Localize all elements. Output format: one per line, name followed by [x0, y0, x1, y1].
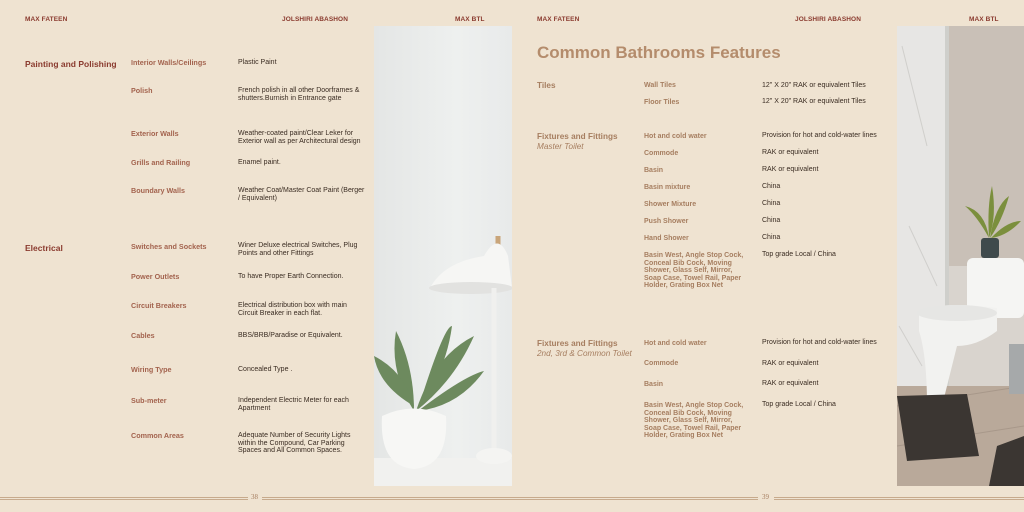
page-number: 39 [762, 493, 769, 501]
spec-label: Push Shower [644, 218, 689, 225]
spec-value: 12" X 20" RAK or equivalent Tiles [762, 98, 866, 105]
spec-label: Shower Mixture [644, 201, 697, 208]
spec-value: China [762, 217, 781, 224]
header-left: MAX FATEEN [25, 16, 68, 23]
right-page [512, 0, 1024, 512]
spec-value: BBS/BRB/Paradise or Equivalent. [238, 332, 343, 339]
header-center: JOLSHIRI ABASHON [282, 16, 349, 23]
spec-value: Enamel paint. [238, 159, 281, 166]
footer-rule [774, 499, 1024, 500]
spec-label: Basin [644, 381, 664, 388]
spec-label: Basin mixture [644, 184, 691, 191]
spec-value: RAK or equivalent [762, 380, 819, 387]
spec-value: Electrical distribution box with main Circuit Breaker in each flat. [238, 302, 347, 317]
spec-label: Basin West, Angle Stop Cock, Conceal Bib Cock, Moving Shower, Glass Self, Mirror, Soap Case, Towel Rail, Paper Holder, Grating Box Net [644, 252, 744, 290]
spec-value: China [762, 200, 781, 207]
footer-rule [0, 499, 248, 500]
spec-label: Switches and Sockets [131, 242, 207, 251]
spec-label: Commode [644, 360, 679, 367]
spec-label: Hot and cold water [644, 133, 707, 140]
page-number: 38 [251, 493, 258, 501]
spec-value: China [762, 183, 781, 190]
page-title: Common Bathrooms Features [537, 43, 781, 62]
spec-value: Independent Electric Meter for each Apartment [238, 397, 349, 412]
header-left: MAX FATEEN [537, 16, 580, 23]
bathroom-photo [897, 26, 1024, 486]
spec-label: Basin [644, 167, 664, 174]
spec-label: Grills and Railing [131, 158, 191, 167]
spec-label: Boundary Walls [131, 186, 186, 195]
spec-label: Hot and cold water [644, 340, 707, 347]
spec-value: French polish in all other Doorframes & shutters.Burnish in Entrance gate [238, 87, 360, 102]
spec-value: Concealed Type . [238, 366, 293, 373]
spec-value: Top grade Local / China [762, 401, 836, 408]
spec-label: Polish [131, 86, 153, 95]
spec-label: Common Areas [131, 431, 184, 440]
spec-label: Commode [644, 150, 679, 157]
spec-value: Plastic Paint [238, 59, 277, 66]
spec-value: Winer Deluxe electrical Switches, Plug Points and other Fittings [238, 242, 358, 257]
spec-label: Wiring Type [131, 365, 172, 374]
spec-label: Power Outlets [131, 272, 180, 281]
spec-label: Exterior Walls [131, 129, 179, 138]
section-title: Fixtures and Fittings [537, 132, 618, 141]
category-electrical: Electrical [25, 243, 63, 253]
spec-label: Wall Tiles [644, 82, 676, 89]
section-subtitle: 2nd, 3rd & Common Toilet [537, 349, 632, 358]
header-right: MAX BTL [969, 16, 999, 23]
spec-value: Weather Coat/Master Coat Paint (Berger / Equivalent) [238, 187, 365, 202]
footer-rule [774, 497, 1024, 498]
spec-value: Weather-coated paint/Clear Leker for Exterior wall as per Architectural design [238, 130, 361, 145]
spec-value: Provision for hot and cold-water lines [762, 132, 877, 139]
spec-value: China [762, 234, 781, 241]
spec-value: RAK or equivalent [762, 149, 819, 156]
section-subtitle: Master Toilet [537, 142, 584, 151]
spec-value: Top grade Local / China [762, 251, 836, 258]
section-common-toilet [537, 339, 637, 359]
header-right: MAX BTL [455, 16, 485, 23]
spec-label: Floor Tiles [644, 99, 680, 106]
footer-rule [262, 497, 512, 498]
spec-value: 12" X 20" RAK or equivalent Tiles [762, 82, 866, 89]
plant-lamp-photo [374, 26, 512, 486]
spec-value: Adequate Number of Security Lights within the Compound, Car Parking Spaces and All Common Spaces. [238, 432, 351, 455]
spec-label: Interior Walls/Ceilings [131, 58, 207, 67]
footer-rule [512, 497, 758, 498]
footer-rule [262, 499, 512, 500]
footer-rule [0, 497, 248, 498]
header-center: JOLSHIRI ABASHON [795, 16, 862, 23]
spec-value: RAK or equivalent [762, 360, 819, 367]
spec-label: Circuit Breakers [131, 301, 187, 310]
spec-value: RAK or equivalent [762, 166, 819, 173]
spec-label: Cables [131, 331, 155, 340]
footer-rule [512, 499, 758, 500]
spec-value: To have Proper Earth Connection. [238, 273, 344, 280]
spec-value: Provision for hot and cold-water lines [762, 339, 877, 346]
spec-label: Hand Shower [644, 235, 689, 242]
spec-label: Sub-meter [131, 396, 167, 405]
section-tiles: Tiles [537, 81, 556, 90]
section-master-toilet [537, 132, 618, 152]
spec-label: Basin West, Angle Stop Cock, Conceal Bib Cock, Moving Shower, Glass Self, Mirror, Soap Case, Towel Rail, Paper Holder, Grating Box Net [644, 402, 744, 440]
section-title: Fixtures and Fittings [537, 339, 618, 348]
category-painting: Painting and Polishing [25, 59, 117, 69]
